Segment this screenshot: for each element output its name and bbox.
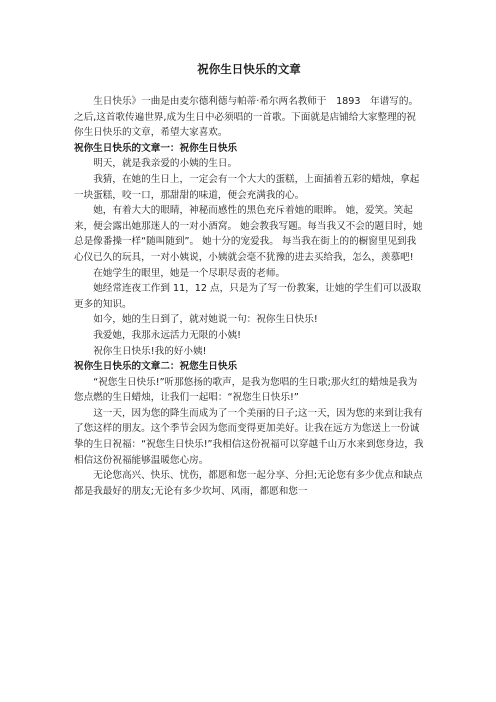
paragraph: 在她学生的眼里，她是一个尽职尽责的老师。 <box>93 267 286 279</box>
paragraph: 祝你生日快乐!我的好小姨! <box>93 345 207 357</box>
paragraph: 明天，就是我亲爱的小姨的生日。 <box>93 158 238 170</box>
document-body <box>74 94 424 499</box>
paragraph: 如今，她的生日到了，就对她说一句：祝你生日快乐! <box>93 314 318 326</box>
paragraph: 她经常连夜工作到 11，12 点，只是为了写一份教案，让她的学生们可以汲取更多的知识。 <box>74 283 422 310</box>
paragraph: 我猜，在她的生日上，一定会有一个大大的蛋糕，上面插着五彩的蜡烛，拿起一块蛋糕，咬一口，那甜甜的味道，便会充满我的心。 <box>74 173 420 201</box>
paragraph: 我爱她，我那永远活力无限的小姨! <box>93 329 241 341</box>
paragraph: 无论您高兴、快乐、忧伤，都愿和您一起分享、分担;无论您有多少优点和缺点都是我最好的朋友;无论有多少坎坷、风雨，都愿和您一 <box>74 470 423 497</box>
section-heading: 祝你生日快乐的文章一：祝你生日快乐 <box>74 142 238 154</box>
paragraph: 她，有着大大的眼睛，神秘而感性的黑色充斥着她的眼眸。 她，爱笑。笑起来，便会露出她那迷人的一对小酒窝。 她会教我写题。每当我又不会的题目时，她总是像番操一样“随叫随到”。 她十分的宠爱我。 每当我在街上的的橱窗里见到我心仪已久的玩具，一对小姨说，小姨就会毫不犹豫的进去买给我，怎么，羡慕吧! <box>74 205 423 263</box>
paragraph: “祝您生日快乐!”听那悠扬的歌声，是我为您唱的生日歌;那火红的蜡烛是我为您点燃的生日蜡烛，让我们一起唱：“祝您生日快乐!” <box>74 376 418 404</box>
paragraph: 这一天，因为您的降生而成为了一个美丽的日子;这一天，因为您的来到让我有了您这样的朋友。这个季节会因为您而变得更加美好。让我在远方为您送上一份诚挚的生日祝福：“祝您生日快乐!”我相信这份祝福可以穿越千山万水来到您身边，我相信这份祝福能够温暖您心房。 <box>74 407 424 466</box>
document-title: 祝你生日快乐的文章 <box>197 62 301 76</box>
paragraph: 生日快乐》一曲是由麦尔德利德与帕蒂·希尔两名教师于 1893 年谱写的。之后,这首歌传遍世界,成为生日中必须唱的一首歌。下面就是店铺给大家整理的祝你生日快乐的文章，希望大家喜欢。 <box>74 96 419 139</box>
section-heading: 祝你生日快乐的文章二：祝您生日快乐 <box>74 361 238 373</box>
